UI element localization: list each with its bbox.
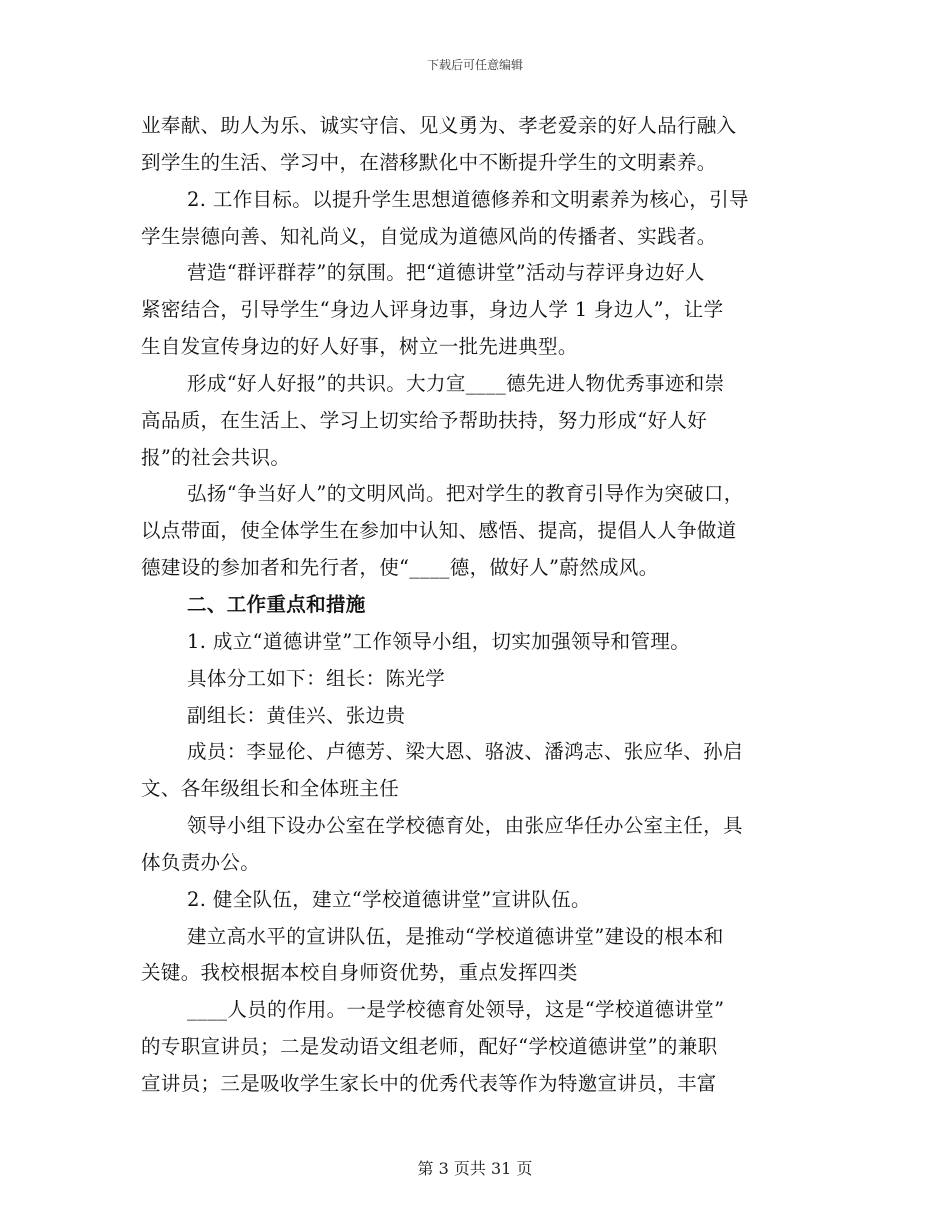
text-line: 到学生的生活、学习中，在潜移默化中不断提升学生的文明素养。 [141,150,717,174]
text-line: 2. 工作目标。以提升学生思想道德修养和文明素养为核心，引导 [187,187,749,211]
text-line: 宣讲员；三是吸收学生家长中的优秀代表等作为特邀宣讲员，丰富 [141,1071,717,1095]
text-line: 体负责办公。 [141,850,261,874]
text-line: 业奉献、助人为乐、诚实守信、见义勇为、孝老爱亲的好人品行融入 [141,114,737,137]
text-line: 具体分工如下：组长：陈光学 [187,666,446,690]
text-line: 营造“群评群荐”的氛围。把“道德讲堂”活动与荐评身边好人 [187,261,705,285]
text-line: 生自发宣传身边的好人好事，树立一批先进典型。 [141,335,578,359]
text-line: 副组长：黄佳兴、张边贵 [187,703,406,727]
text-line: 德建设的参加者和先行者，使“____德，做好人”蔚然成风。 [141,556,659,580]
text-line: 的专职宣讲员；二是发动语文组老师，配好“学校道德讲堂”的兼职 [141,1035,718,1059]
text-line: 学生崇德向善、知礼尚义，自觉成为道德风尚的传播者、实践者。 [141,224,717,248]
text-line: ____人员的作用。一是学校德育处领导，这是“学校道德讲堂” [187,998,725,1022]
document-body [141,108,809,1103]
page-footer: 第 3 页共 31 页 [417,1159,533,1178]
text-line: 形成“好人好报”的共识。大力宣____德先进人物优秀事迹和崇 [187,371,725,395]
text-line: 文、各年级组长和全体班主任 [141,777,400,801]
text-line: 领导小组下设办公室在学校德育处，由张应华任办公室主任，具 [187,814,743,838]
text-line: 2. 健全队伍，建立“学校道德讲堂”宣讲队伍。 [187,887,591,911]
section-heading: 二、工作重点和措施 [187,592,366,616]
text-line: 弘扬“争当好人”的文明风尚。把对学生的教育引导作为突破口， [187,482,744,506]
text-line: 报”的社会共识。 [141,445,291,469]
text-line: 高品质，在生活上、学习上切实给予帮助扶持，努力形成“好人好 [141,408,708,432]
text-line: 以点带面，使全体学生在参加中认知、感悟、提高，提倡人人争做道 [141,519,737,543]
text-line: 紧密结合，引导学生“身边人评身边事，身边人学 1 身边人”，让学 [141,298,724,322]
text-line: 1. 成立“道德讲堂”工作领导小组，切实加强领导和管理。 [187,629,691,653]
text-line: 成员：李显伦、卢德芳、梁大恩、骆波、潘鸿志、张应华、孙启 [187,740,743,764]
page-header: 下载后可任意编辑 [426,58,523,72]
text-line: 关键。我校根据本校自身师资优势，重点发挥四类 [141,961,578,985]
text-line: 建立高水平的宣讲队伍，是推动“学校道德讲堂”建设的根本和 [187,924,724,948]
